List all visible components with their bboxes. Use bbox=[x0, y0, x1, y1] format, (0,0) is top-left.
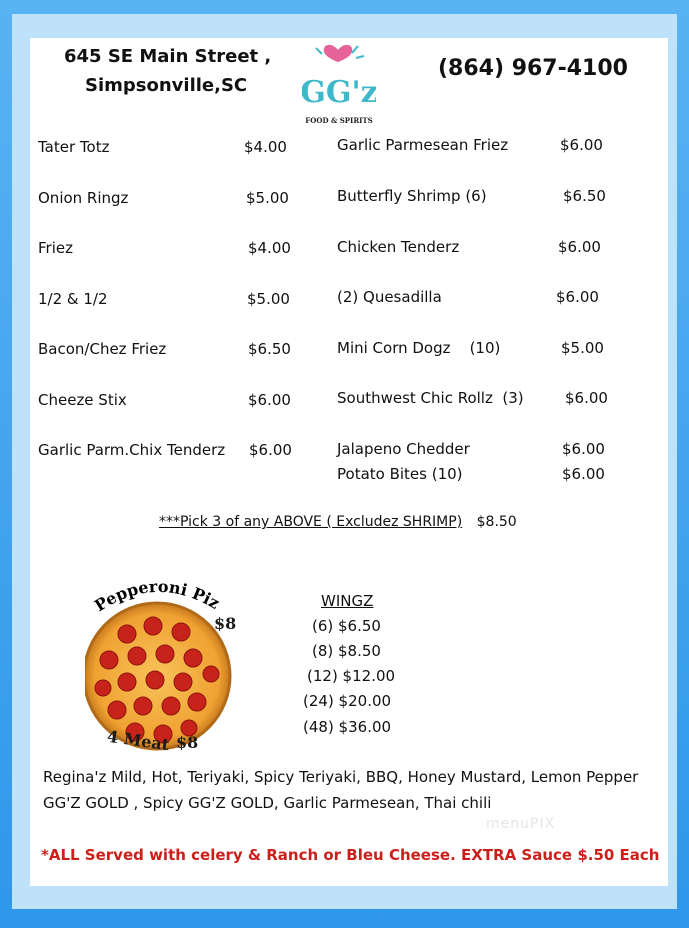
heart-icon bbox=[324, 45, 353, 62]
menu-item-price: $6.00 bbox=[249, 441, 292, 459]
sauce-flavors-line-2: GG'Z GOLD , Spicy GG'Z GOLD, Garlic Parmesean, Thai chili bbox=[43, 794, 492, 812]
logo bbox=[302, 40, 376, 128]
menu-item-price: $6.50 bbox=[248, 340, 291, 358]
menu-item-price: $6.00 bbox=[560, 136, 603, 154]
menu-item-name: 1/2 & 1/2 bbox=[38, 290, 108, 308]
phone-number: (864) 967-4100 bbox=[438, 56, 628, 81]
menu-item-name: Jalapeno Chedder bbox=[337, 440, 470, 458]
watermark: menuPIX bbox=[486, 816, 556, 832]
menu-item-name: Friez bbox=[38, 239, 73, 257]
menu-item-name: Butterfly Shrimp (6) bbox=[337, 187, 487, 205]
serving-footnote: *ALL Served with celery & Ranch or Bleu Cheese. EXTRA Sauce $.50 Each bbox=[41, 846, 660, 864]
wings-option: (8) $8.50 bbox=[312, 642, 381, 660]
menu-item-price: $6.00 bbox=[565, 389, 608, 407]
menu-item-price: $6.50 bbox=[563, 187, 606, 205]
wings-option: (24) $20.00 bbox=[303, 692, 392, 710]
pizza-bottom-price: $8 bbox=[176, 733, 199, 752]
address-line-1: 645 SE Main Street , bbox=[64, 46, 272, 67]
logo-text: GG'z bbox=[302, 75, 376, 110]
menu-item-name: Garlic Parmesean Friez bbox=[337, 136, 509, 154]
menu-item-name: Mini Corn Dogz (10) bbox=[337, 339, 501, 357]
menu-item-price: $5.00 bbox=[246, 189, 289, 207]
menu-item-name: Potato Bites (10) bbox=[337, 465, 463, 483]
menu-item-price: $4.00 bbox=[244, 138, 287, 156]
menu-item-name: Garlic Parm.Chix Tenderz bbox=[38, 441, 226, 459]
pizza-title: Pepperoni Piz bbox=[91, 578, 223, 616]
wings-option: (6) $6.50 bbox=[312, 617, 381, 635]
menu-item-price: $6.00 bbox=[558, 238, 601, 256]
menu-page bbox=[30, 38, 668, 886]
menu-item-price: $4.00 bbox=[248, 239, 291, 257]
menu-item-price: $6.00 bbox=[562, 465, 605, 483]
logo-graphic bbox=[302, 40, 376, 128]
combo-deal-text: ***Pick 3 of any ABOVE ( Excludez SHRIMP) bbox=[159, 514, 463, 530]
sauce-flavors-line-1: Regina'z Mild, Hot, Teriyaki, Spicy Teriyaki, BBQ, Honey Mustard, Lemon Pepper bbox=[43, 768, 639, 786]
menu-item-price: $5.00 bbox=[561, 339, 604, 357]
pizza-price: $8 bbox=[214, 614, 237, 633]
menu-item-name: (2) Quesadilla bbox=[337, 288, 442, 306]
menu-item-name: Chicken Tenderz bbox=[337, 238, 460, 256]
logo-subtitle: FOOD & SPIRITS bbox=[305, 116, 373, 125]
menu-item-price: $6.00 bbox=[562, 440, 605, 458]
combo-deal bbox=[159, 514, 517, 530]
menu-item-price: $6.00 bbox=[556, 288, 599, 306]
wings-option: (12) $12.00 bbox=[307, 667, 396, 685]
menu-item-name: Cheeze Stix bbox=[38, 391, 127, 409]
menu-item-name: Tater Totz bbox=[38, 138, 110, 156]
combo-deal-price: $8.50 bbox=[476, 514, 517, 530]
menu-item-price: $5.00 bbox=[247, 290, 290, 308]
address-line-2: Simpsonville,SC bbox=[85, 75, 248, 96]
menu-item-name: Onion Ringz bbox=[38, 189, 129, 207]
pizza-bottom-label: 4 Meat bbox=[105, 726, 171, 755]
wings-title: WINGZ bbox=[321, 592, 374, 610]
menu-item-name: Southwest Chic Rollz (3) bbox=[337, 389, 524, 407]
menu-item-name: Bacon/Chez Friez bbox=[38, 340, 167, 358]
wings-option: (48) $36.00 bbox=[303, 718, 392, 736]
menu-item-price: $6.00 bbox=[248, 391, 291, 409]
